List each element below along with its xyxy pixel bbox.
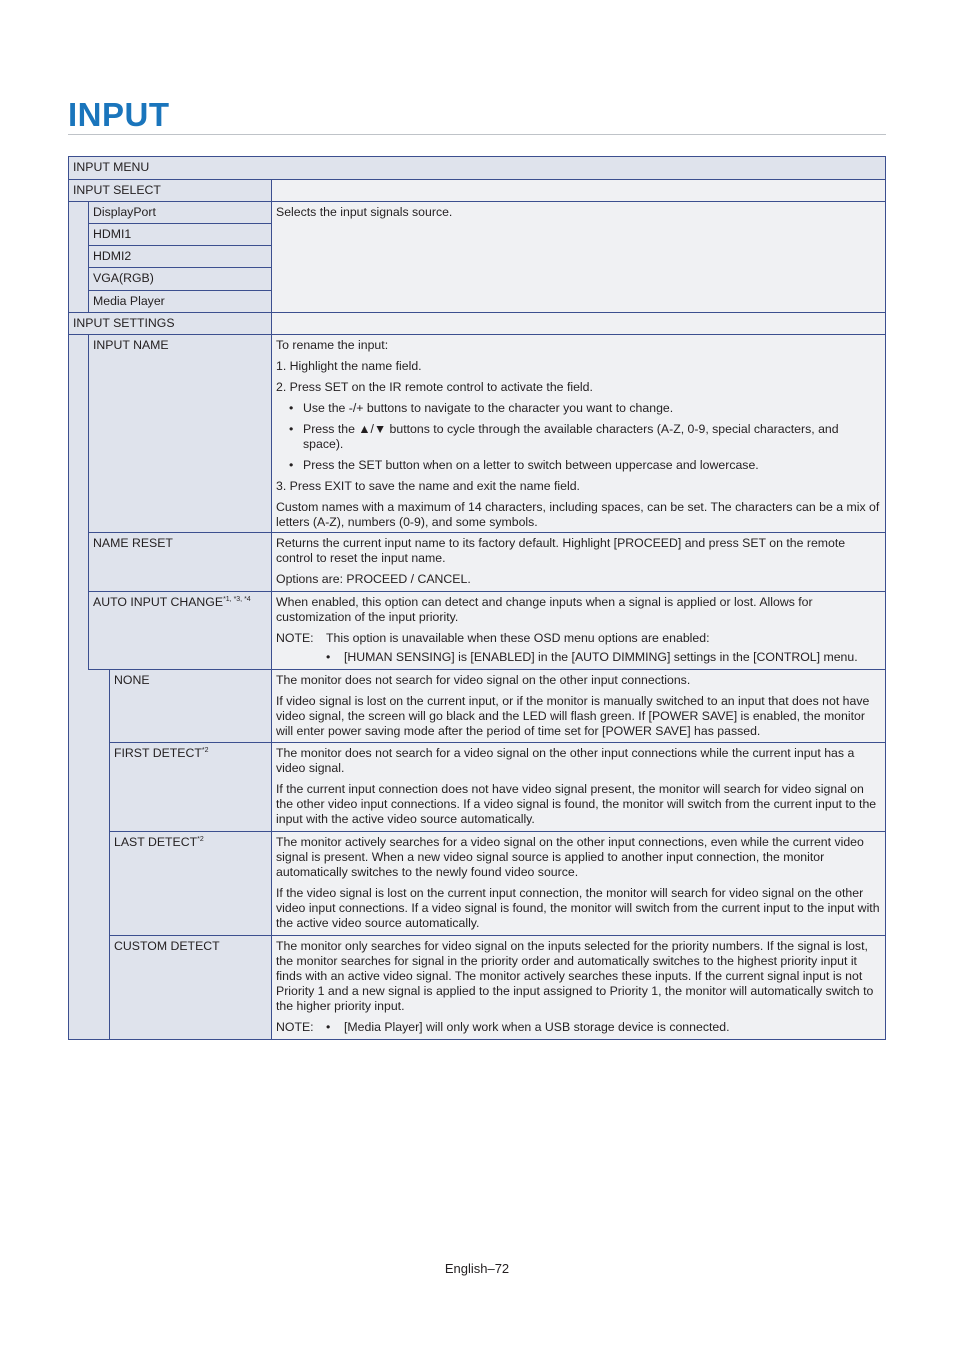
none-description: The monitor does not search for video signal on the other input connections. If video signal is lost on the current input, or if the monitor is manually switched to an input that does not have video signal, the screen will go black and the LED will flash green. If [POWER SAVE] is enabled, the monitor will enter power saving mode after the period of time set for [POWER SAVE] has passed.	[271, 669, 886, 743]
menu-table	[68, 156, 886, 1040]
custom-detect-description: The monitor only searches for video signal on the inputs selected for the priority numbers. If the signal is lost, the monitor searches for signal in the priority order and automatically switches to the highest priority input it finds with an active video signal. The monitor actively searches these inputs. If the current signal input is not Priority 1 and a new signal is applied to the input assigned to Priority 1, the monitor will automatically switch to the higher priority input. NOTE: • [Media Player] will only work when a USB storage device is connected.	[271, 935, 886, 1040]
auto-input-change-note: NOTE: This option is unavailable when these OSD menu options are enabled: • [HUMAN SENSING] is [ENABLED] in the [AUTO DIMMING] settings in the [CONTROL] menu.	[276, 631, 881, 665]
title-divider	[68, 134, 886, 135]
input-name-label: INPUT NAME	[88, 334, 272, 533]
input-select-item: HDMI1	[88, 223, 272, 246]
auto-input-change-description: When enabled, this option can detect and change inputs when a signal is applied or lost. Allows for customization of the input priority. NOTE: This option is unavailable when these OSD menu options are enabled: • [HUMAN SENSING] is [ENABLED] in the [AUTO DIMMING] settings in the [CONTROL] menu.	[271, 591, 886, 670]
input-select-item: VGA(RGB)	[88, 267, 272, 291]
name-reset-label: NAME RESET	[88, 532, 272, 592]
input-settings-label: INPUT SETTINGS	[68, 312, 272, 335]
input-name-description: To rename the input: 1. Highlight the name field. 2. Press SET on the IR remote control to activate the field. • Use the -/+ buttons to navigate to the character you want to change. • Press the ▲/▼ buttons to cycle through the available characters (A-Z, 0-9, special characters, and space). • Press the SET button when on a letter to switch between uppercase and lowercase. 3. Press EXIT to save the name and exit the name field. Custom names with a maximum of 14 characters, including spaces, can be set. The characters can be a mix of letters (A-Z), numbers (0-9), and some symbols.	[271, 334, 886, 533]
none-label: NONE	[109, 669, 272, 743]
page-title: INPUT	[68, 96, 170, 133]
last-detect-label: LAST DETECT$^{*2}$	[109, 831, 272, 936]
first-detect-description: The monitor does not search for a video signal on the other input connections while the current input has a video signal. If the current input connection does not have video signal present, the monitor will search for video signal on the other video input connections. If a video signal is found, the monitor will switch from the current input to the input with the active video source automatically.	[271, 742, 886, 832]
input-select-item: HDMI2	[88, 245, 272, 268]
name-reset-description: Returns the current input name to its factory default. Highlight [PROCEED] and press SET on the remote control to reset the input name. Options are: PROCEED / CANCEL.	[271, 532, 886, 592]
first-detect-label: FIRST DETECT$^{*2}$	[109, 742, 272, 832]
list-item: • Press the ▲/▼ buttons to cycle through the available characters (A-Z, 0-9, special characters, and space).	[303, 422, 881, 452]
input-select-blank	[271, 179, 886, 202]
input-select-label: INPUT SELECT	[68, 179, 272, 202]
last-detect-description: The monitor actively searches for a video signal on the other input connections, even while the current video signal is present. When a new video signal source is applied to another input connection, the monitor automatically switches to the newly found video source. If the video signal is lost on the current input connection, the monitor will search for video signal on the other video input connections. If a video signal is found, the monitor will switch from the current input to the input with the active video source automatically.	[271, 831, 886, 936]
page-number: English–72	[444, 1261, 510, 1276]
list-item: • Press the SET button when on a letter to switch between uppercase and lowercase.	[303, 458, 881, 473]
auto-input-change-label: AUTO INPUT $CHANGE^{*1, *3, *4}$	[88, 591, 272, 670]
list-item: • Use the -/+ buttons to navigate to the character you want to change.	[303, 401, 881, 416]
input-select-item: DisplayPort	[88, 201, 272, 224]
input-menu-header: INPUT MENU	[68, 156, 886, 180]
input-settings-blank	[271, 312, 886, 335]
custom-detect-note: NOTE: • [Media Player] will only work when a USB storage device is connected.	[276, 1020, 881, 1035]
custom-detect-label: CUSTOM DETECT	[109, 935, 272, 1040]
rename-steps-list	[276, 401, 881, 473]
input-select-item: Media Player	[88, 290, 272, 313]
input-select-description: Selects the input signals source.	[271, 201, 886, 313]
